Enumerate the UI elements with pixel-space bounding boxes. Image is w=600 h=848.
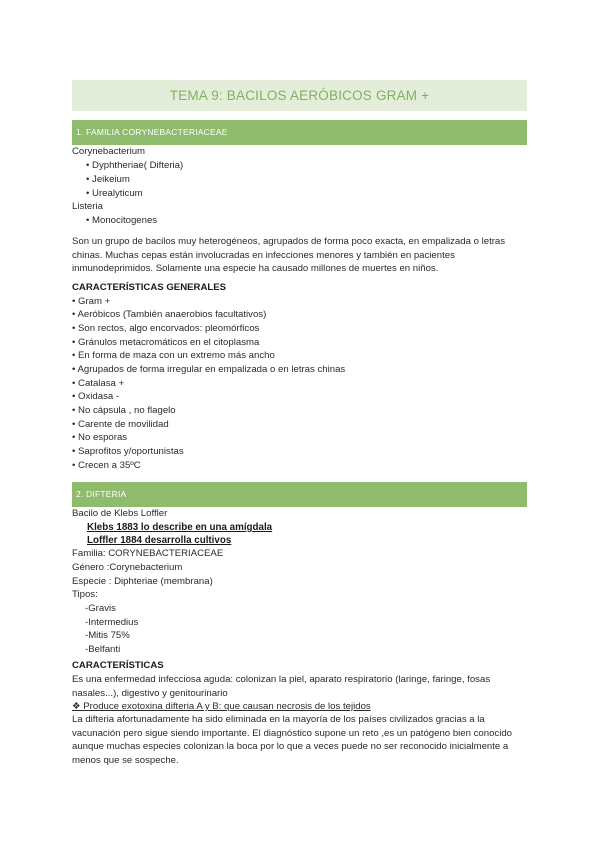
klebs-line: Klebs 1883 lo describe en una amígdala — [87, 522, 273, 533]
bacilo-line: Bacilo de Klebs Loffler — [72, 508, 168, 519]
loffler-line: Loffler 1884 desarrolla cultivos — [87, 535, 232, 546]
char-item: • No cápsula , no flagelo — [72, 405, 176, 416]
final-paragraph: La difteria afortunadamente ha sido eliminada en la mayoría de los países civilizados gracias a la vacunación pero sigue siendo importante. El diagnóstico supone un reto ,es un patógeno bien conocido aunque muchas especies colonizan la boca por lo que a veces puede no ser reconocido inicialmente a menos que se sospeche. — [72, 714, 513, 766]
char-item: • Oxidasa - — [72, 391, 120, 402]
char-item: • Gránulos metacromáticos en el citoplasma — [72, 337, 260, 348]
tipo-item: -Mitis 75% — [85, 630, 130, 641]
genus-corynebacterium: Corynebacterium — [72, 146, 146, 157]
caracteristicas-heading: CARACTERÍSTICAS — [72, 660, 164, 671]
tipo-item: -Belfanti — [85, 644, 121, 655]
tipo-item: -Gravis — [85, 603, 116, 614]
section-header-difteria: 2. DIFTERIA — [72, 482, 527, 507]
char-item: • Agrupados de forma irregular en empalizada o en letras chinas — [72, 364, 346, 375]
char-generales-heading: CARACTERÍSTICAS GENERALES — [72, 282, 227, 293]
char-item: • Son rectos, algo encorvados: pleomórficos — [72, 323, 260, 334]
enfermedad-paragraph: Es una enfermedad infecciosa aguda: colonizan la piel, aparato respiratorio (laringe, faringe, fosas nasales...), digestivo y genitourinario — [72, 674, 491, 699]
section-header-corynebacteriaceae: 1. FAMILIA CORYNEBACTERIACEAE — [72, 120, 527, 145]
page-title: TEMA 9: BACILOS AERÓBICOS GRAM + — [72, 80, 527, 111]
species-item: • Jeikeium — [86, 174, 130, 185]
species-item: • Dyphtheriae( Difteria) — [86, 160, 184, 171]
char-item: • No esporas — [72, 432, 128, 443]
genus-listeria: Listeria — [72, 201, 103, 212]
species-item: • Monocitogenes — [86, 215, 158, 226]
char-item: • Catalasa + — [72, 378, 125, 389]
tipo-item: -Intermedius — [85, 617, 139, 628]
char-item: • Saprofitos y/oportunistas — [72, 446, 184, 457]
familia-line: Familia: CORYNEBACTERIACEAE — [72, 548, 224, 559]
genero-line: Género :Corynebacterium — [72, 562, 183, 573]
exotoxina-line: ❖ Produce exotoxina difteria A y B: que causan necrosis de los tejidos — [72, 701, 371, 712]
intro-paragraph: Son un grupo de bacilos muy heterogéneos, agrupados de forma poco exacta, en empalizada o letras chinas. Muchas cepas están involucradas en infecciones menores y también en pacientes inmunodeprimidos. Solamente una especie ha causado millones de muertes en niños. — [72, 236, 506, 275]
especie-line: Especie : Diphteriae (membrana) — [72, 576, 213, 587]
tipos-label: Tipos: — [72, 589, 98, 600]
char-item: • En forma de maza con un extremo más ancho — [72, 350, 275, 361]
char-item: • Crecen a 35ºC — [72, 460, 141, 471]
char-item: • Gram + — [72, 296, 111, 307]
species-item: • Urealyticum — [86, 188, 143, 199]
char-item: • Aeróbicos (También anaerobios facultativos) — [72, 309, 267, 320]
char-item: • Carente de movilidad — [72, 419, 169, 430]
